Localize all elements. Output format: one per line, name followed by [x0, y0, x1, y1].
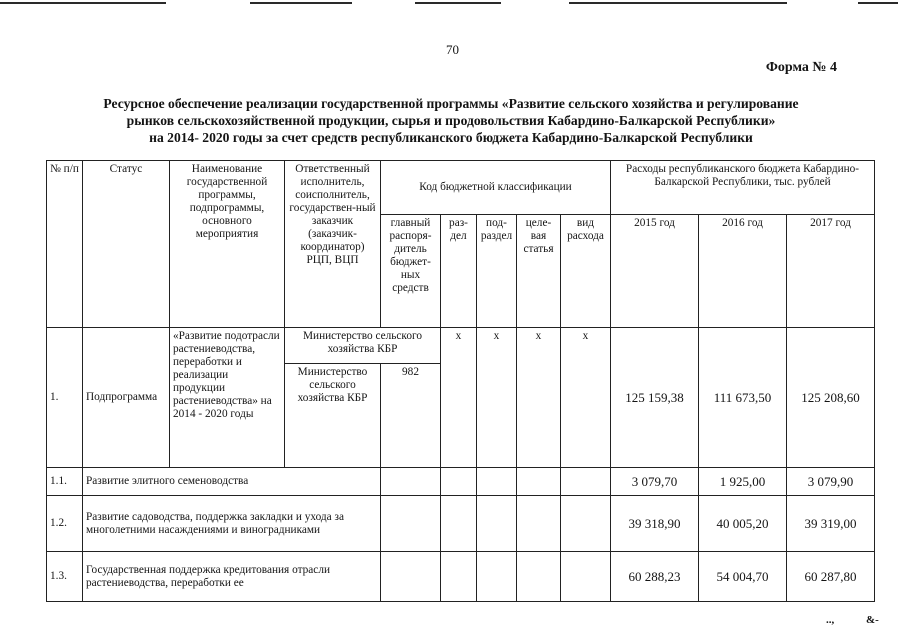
- header-year-2015: 2015 год: [611, 215, 699, 328]
- margin-mark-2: &-: [866, 614, 879, 626]
- row-1-3-value-2015: 60 288,23: [611, 552, 699, 602]
- cell-empty: [441, 552, 477, 602]
- header-num: № п/п: [47, 161, 83, 328]
- header-expenses: Расходы республиканского бюджета Кабардино-Балкарской Республики, тыс. рублей: [611, 161, 875, 215]
- row1-value-2016: 111 673,50: [699, 328, 787, 468]
- row1-code-section: х: [441, 328, 477, 468]
- top-rule-2: [250, 2, 352, 4]
- row1-code-type: х: [561, 328, 611, 468]
- row1-responsible-b: Министерство сельского хозяйства КБР: [285, 364, 381, 468]
- cell-empty: [441, 468, 477, 496]
- top-rule-1: [0, 2, 166, 4]
- row-1-1-value-2016: 1 925,00: [699, 468, 787, 496]
- row-1-3-name: Государственная поддержка кредитования отрасли растениеводства, переработки ее: [83, 552, 381, 602]
- cell-empty: [381, 468, 441, 496]
- cell-empty: [441, 496, 477, 552]
- cell-empty: [381, 496, 441, 552]
- header-target-article: целе-вая статья: [517, 215, 561, 328]
- document-title: [46, 95, 856, 146]
- cell-empty: [477, 468, 517, 496]
- row1-name: «Развитие подотрасли растениеводства, переработки и реализации продукции растениеводства» на 2014 - 2020 годы: [170, 328, 285, 468]
- row1-grbs: 982: [381, 364, 441, 468]
- cell-empty: [477, 552, 517, 602]
- title-line-2: рынков сельскохозяйственной продукции, сырья и продовольствия Кабардино-Балкарской Республики»: [126, 113, 776, 128]
- cell-empty: [381, 552, 441, 602]
- row1-value-2017: 125 208,60: [787, 328, 875, 468]
- cell-empty: [561, 468, 611, 496]
- page-number: 70: [446, 42, 459, 57]
- cell-empty: [517, 468, 561, 496]
- top-rule-4: [569, 2, 787, 4]
- row1-status: Подпрограмма: [83, 328, 170, 468]
- row1-code-target: х: [517, 328, 561, 468]
- row-1-2-value-2015: 39 318,90: [611, 496, 699, 552]
- header-budget-code: Код бюджетной классификации: [381, 161, 611, 215]
- header-section: раз-дел: [441, 215, 477, 328]
- row-1-2-value-2017: 39 319,00: [787, 496, 875, 552]
- title-line-1: Ресурсное обеспечение реализации государственной программы «Развитие сельского хозяйства и регулирование: [103, 96, 799, 111]
- row-1-1-value-2017: 3 079,90: [787, 468, 875, 496]
- row-1-2-value-2016: 40 005,20: [699, 496, 787, 552]
- row-1-3-value-2016: 54 004,70: [699, 552, 787, 602]
- row1-code-subsection: х: [477, 328, 517, 468]
- row-1-3-value-2017: 60 287,80: [787, 552, 875, 602]
- header-grbs: главный распоря-дитель бюджет-ных средств: [381, 215, 441, 328]
- header-name: Наименование государственной программы, подпрограммы, основного мероприятия: [170, 161, 285, 328]
- row-1-1-name: Развитие элитного семеноводства: [83, 468, 381, 496]
- header-year-2017: 2017 год: [787, 215, 875, 328]
- row1-value-2015: 125 159,38: [611, 328, 699, 468]
- row-1-1-value-2015: 3 079,70: [611, 468, 699, 496]
- resource-table: [46, 160, 875, 602]
- row-1-2-num: 1.2.: [47, 496, 83, 552]
- header-subsection: под-раздел: [477, 215, 517, 328]
- row-1-1-num: 1.1.: [47, 468, 83, 496]
- cell-empty: [517, 496, 561, 552]
- row-1-2-name: Развитие садоводства, поддержка закладки и ухода за многолетними насаждениями и виноградниками: [83, 496, 381, 552]
- form-label: Форма № 4: [765, 60, 837, 75]
- top-rule-3: [415, 2, 501, 4]
- cell-empty: [561, 552, 611, 602]
- cell-empty: [517, 552, 561, 602]
- header-responsible: Ответственный исполнитель, соисполнитель, государствен-ный заказчик (заказчик-координатор) РЦП, ВЦП: [285, 161, 381, 328]
- header-expense-type: вид расхода: [561, 215, 611, 328]
- row1-num: 1.: [47, 328, 83, 468]
- title-line-3: на 2014- 2020 годы за счет средств республиканского бюджета Кабардино-Балкарской Республики: [149, 130, 753, 145]
- cell-empty: [561, 496, 611, 552]
- row1-responsible-a: Министерство сельского хозяйства КБР: [285, 328, 441, 364]
- margin-mark-1: ..,: [826, 614, 835, 626]
- header-status: Статус: [83, 161, 170, 328]
- header-year-2016: 2016 год: [699, 215, 787, 328]
- row-1-3-num: 1.3.: [47, 552, 83, 602]
- cell-empty: [477, 496, 517, 552]
- top-rule-5: [858, 2, 898, 4]
